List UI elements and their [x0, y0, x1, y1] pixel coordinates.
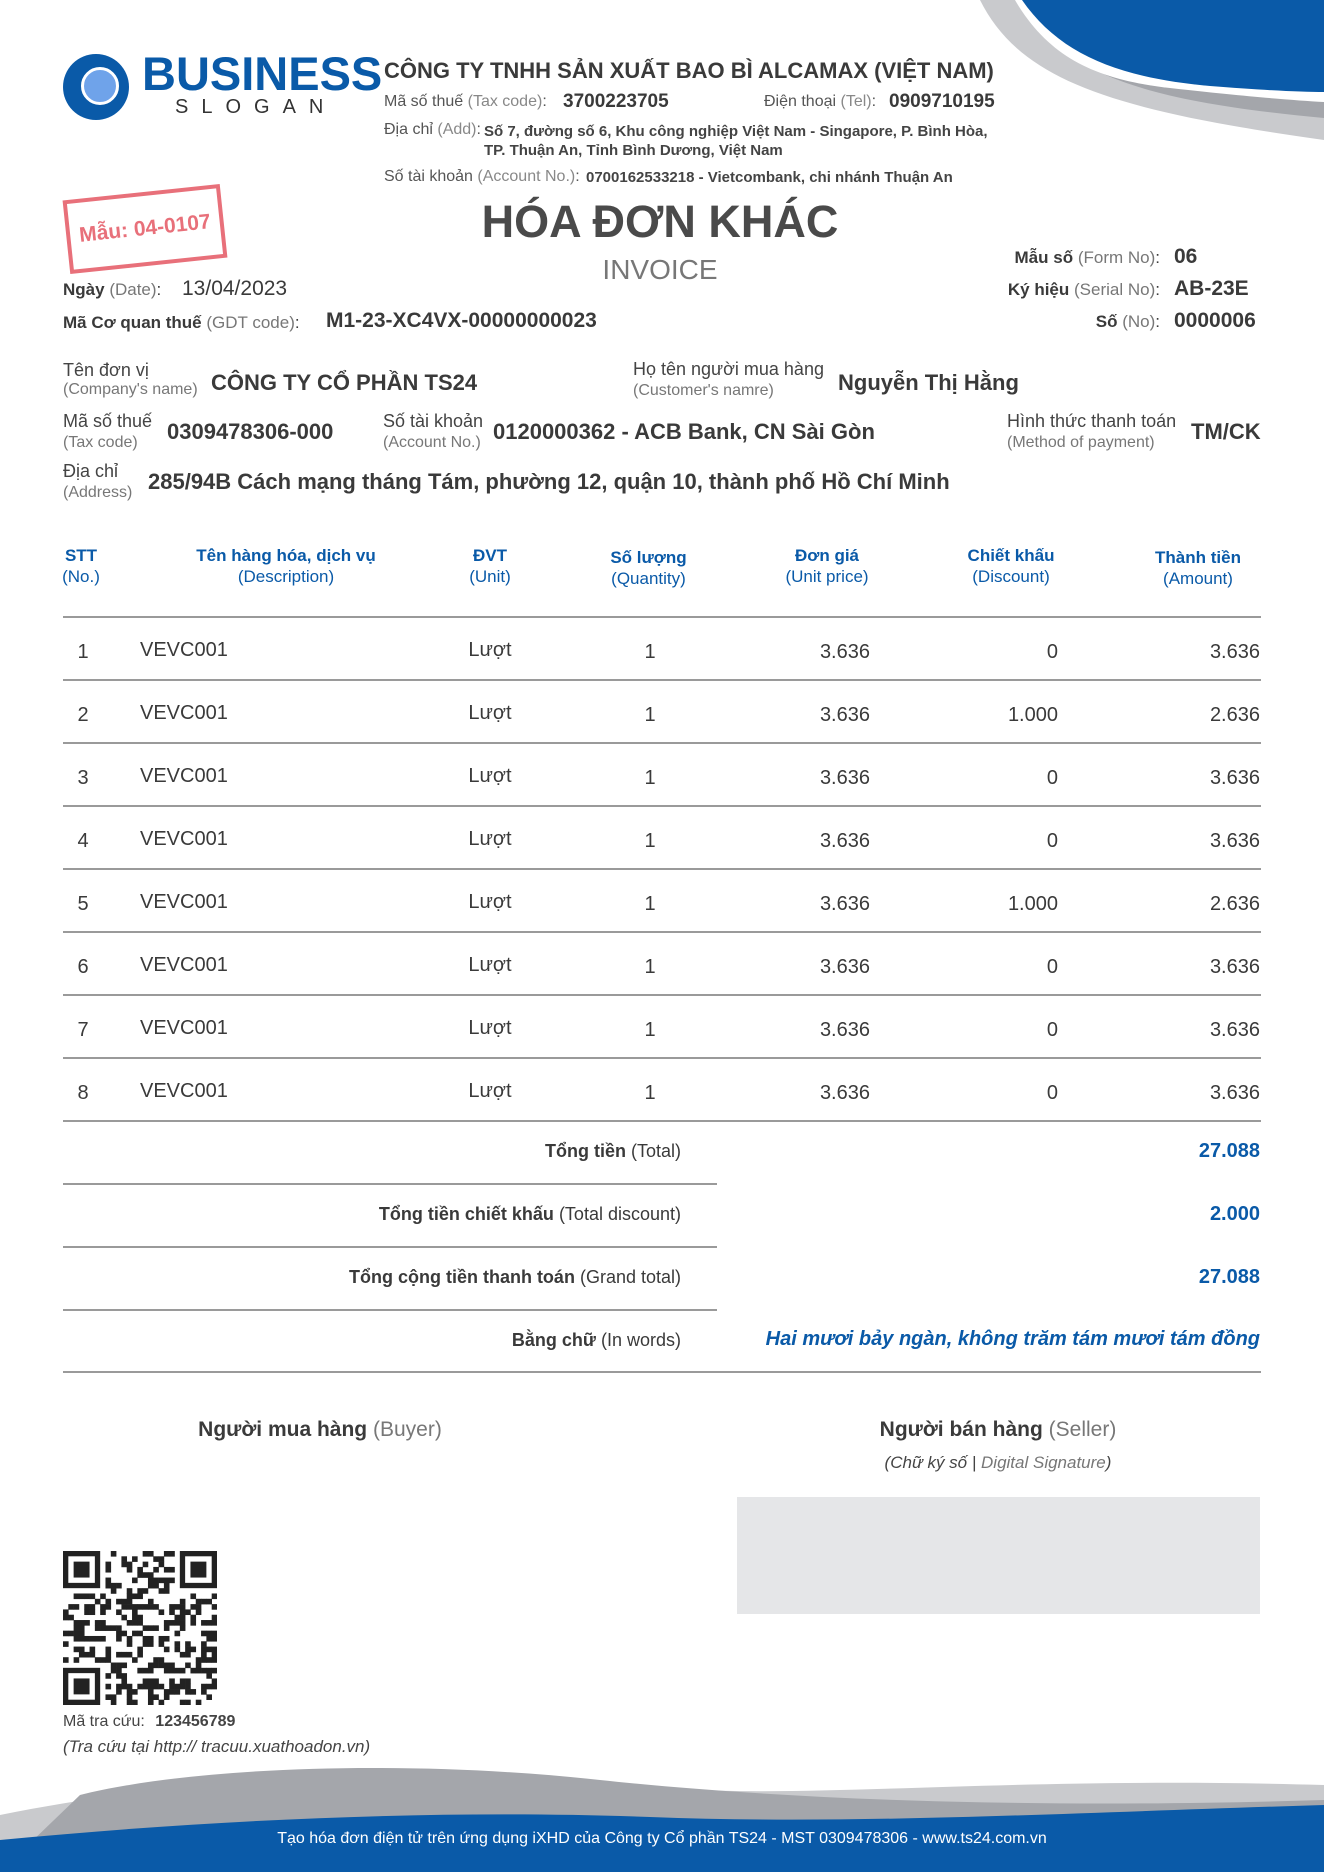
row-divider — [63, 931, 1261, 933]
buyer-company: CÔNG TY CỔ PHẦN TS24 — [211, 370, 478, 395]
digital-signature-note: (Chữ ký số | Digital Signature) — [884, 1453, 1112, 1472]
table-cell-unit: Lượt — [468, 765, 512, 787]
table-cell-no: 1 — [77, 641, 89, 663]
row-divider — [63, 868, 1261, 870]
table-cell-no: 8 — [77, 1082, 89, 1104]
buyer-signature-label: Người mua hàng (Buyer) — [198, 1418, 442, 1441]
table-cell-amount: 3.636 — [1209, 830, 1260, 852]
logo-slogan: SLOGAN — [175, 96, 337, 118]
table-cell-price: 3.636 — [819, 893, 870, 915]
serial-no: AB-23E — [1174, 277, 1249, 300]
table-cell-desc: VEVC001 — [140, 765, 228, 787]
table-cell-qty: 1 — [644, 1019, 656, 1041]
table-cell-disc: 0 — [1046, 1019, 1058, 1041]
table-cell-price: 3.636 — [819, 704, 870, 726]
table-cell-no: 4 — [77, 830, 89, 852]
total-value: 27.088 — [1198, 1140, 1260, 1162]
invoice-no-label: Số (No): — [1095, 312, 1160, 331]
column-header: Đơn giá (Unit price) — [785, 546, 869, 586]
table-cell-disc: 1.000 — [1007, 704, 1058, 726]
seller-acct-label: Số tài khoản (Account No.): — [384, 168, 580, 185]
table-cell-qty: 1 — [644, 893, 656, 915]
table-cell-unit: Lượt — [468, 1080, 512, 1102]
divider — [63, 1371, 1261, 1373]
column-header: ĐVT (Unit) — [469, 546, 511, 586]
payment-method: TM/CK — [1191, 419, 1261, 444]
table-cell-disc: 0 — [1046, 956, 1058, 978]
table-cell-desc: VEVC001 — [140, 639, 228, 661]
customer-label: Họ tên người mua hàng (Customer's namre) — [633, 359, 824, 399]
row-divider — [63, 1057, 1261, 1059]
seller-account: 0700162533218 - Vietcombank, chi nhánh Thuận An — [586, 169, 953, 186]
qr-code-icon — [63, 1551, 217, 1705]
table-cell-desc: VEVC001 — [140, 1080, 228, 1102]
table-cell-amount: 2.636 — [1209, 704, 1260, 726]
grand-total-value: 27.088 — [1198, 1266, 1260, 1288]
buyer-address: 285/94B Cách mạng tháng Tám, phường 12, quận 10, thành phố Hồ Chí Minh — [148, 469, 950, 494]
grand-total-label: Tổng cộng tiền thanh toán (Grand total) — [348, 1267, 681, 1287]
row-divider — [63, 679, 1261, 681]
seller-addr-label: Địa chỉ (Add): — [384, 121, 481, 138]
in-words-value: Hai mươi bảy ngàn, không trăm tám mươi tám đồng — [765, 1328, 1260, 1350]
buyer-addr-label: Địa chỉ (Address) — [63, 461, 133, 501]
table-cell-no: 7 — [77, 1019, 89, 1041]
divider — [63, 1309, 717, 1311]
table-cell-qty: 1 — [644, 704, 656, 726]
seller-company: CÔNG TY TNHH SẢN XUẤT BAO BÌ ALCAMAX (VIỆT NAM) — [384, 58, 994, 83]
column-header: Số lượng (Quantity) — [610, 548, 687, 588]
discount-label: Tổng tiền chiết khấu (Total discount) — [378, 1204, 681, 1224]
table-cell-amount: 3.636 — [1209, 641, 1260, 663]
invoice-date: 13/04/2023 — [182, 277, 288, 300]
table-cell-disc: 0 — [1046, 641, 1058, 663]
table-cell-price: 3.636 — [819, 641, 870, 663]
seller-tel: 0909710195 — [889, 91, 995, 112]
in-words-label: Bằng chữ (In words) — [511, 1330, 681, 1350]
invoice-subtitle: INVOICE — [602, 254, 718, 285]
table-cell-disc: 0 — [1046, 1082, 1058, 1104]
buyer-tax-code: 0309478306-000 — [167, 419, 334, 444]
table-cell-amount: 3.636 — [1209, 1019, 1260, 1041]
table-cell-price: 3.636 — [819, 956, 870, 978]
table-cell-unit: Lượt — [468, 891, 512, 913]
buyer-company-label: Tên đơn vị (Company's name) — [63, 360, 198, 398]
form-stamp: Mẫu: 04-0107 — [63, 184, 228, 274]
customer-name: Nguyễn Thị Hằng — [838, 370, 1019, 395]
gdt-label: Mã Cơ quan thuế (GDT code): — [63, 313, 300, 332]
footer-wave — [0, 1755, 1324, 1872]
discount-value: 2.000 — [1209, 1203, 1260, 1225]
table-cell-disc: 0 — [1046, 767, 1058, 789]
lookup-code-row: Mã tra cứu: 123456789 — [63, 1713, 236, 1730]
table-cell-desc: VEVC001 — [140, 1017, 228, 1039]
table-cell-price: 3.636 — [819, 830, 870, 852]
column-header: STT (No.) — [62, 546, 100, 586]
logo-circle — [63, 54, 129, 120]
seller-tel-label: Điện thoại (Tel): — [764, 93, 877, 110]
form-no-label: Mẫu số (Form No): — [1014, 248, 1160, 267]
table-cell-amount: 3.636 — [1209, 1082, 1260, 1104]
row-divider — [63, 742, 1261, 744]
column-header: Thành tiền (Amount) — [1155, 548, 1241, 588]
invoice-no: 0000006 — [1174, 309, 1256, 332]
table-cell-desc: VEVC001 — [140, 891, 228, 913]
divider — [63, 1183, 717, 1185]
seller-tax-row: Mã số thuế (Tax code): — [384, 93, 547, 110]
buyer-acct-label: Số tài khoản (Account No.) — [383, 411, 484, 451]
invoice-title: HÓA ĐƠN KHÁC — [481, 196, 839, 247]
seller-tax-code: 3700223705 — [563, 91, 669, 112]
table-cell-unit: Lượt — [468, 702, 512, 724]
column-header: Chiết khấu (Discount) — [967, 546, 1055, 586]
buyer-tax-label: Mã số thuế (Tax code) — [63, 411, 153, 451]
row-divider — [63, 805, 1261, 807]
table-cell-amount: 3.636 — [1209, 956, 1260, 978]
table-cell-disc: 0 — [1046, 830, 1058, 852]
table-cell-qty: 1 — [644, 1082, 656, 1104]
seller-signature-label: Người bán hàng (Seller) — [879, 1418, 1117, 1441]
gdt-code: M1-23-XC4VX-00000000023 — [326, 309, 597, 332]
table-cell-no: 5 — [77, 893, 89, 915]
table-cell-no: 2 — [77, 704, 89, 726]
table-cell-unit: Lượt — [468, 828, 512, 850]
signature-box — [737, 1497, 1260, 1614]
serial-label: Ký hiệu (Serial No): — [1007, 280, 1160, 299]
table-cell-qty: 1 — [644, 830, 656, 852]
table-cell-price: 3.636 — [819, 767, 870, 789]
payment-label: Hình thức thanh toán (Method of payment) — [1007, 411, 1177, 451]
form-no: 06 — [1174, 245, 1198, 268]
footer-text: Tạo hóa đơn điện tử trên ứng dụng iXHD của Công ty Cổ phần TS24 - MST 0309478306 - www.ts24.com.vn — [277, 1830, 1047, 1847]
logo-name: BUSINESS — [142, 47, 383, 100]
table-cell-unit: Lượt — [468, 1017, 512, 1039]
table-cell-amount: 2.636 — [1209, 893, 1260, 915]
row-divider — [63, 1120, 1261, 1122]
table-cell-desc: VEVC001 — [140, 702, 228, 724]
lookup-note: (Tra cứu tại http:// tracuu.xuathoadon.vn) — [63, 1737, 371, 1756]
table-cell-no: 3 — [77, 767, 89, 789]
table-cell-qty: 1 — [644, 956, 656, 978]
table-cell-price: 3.636 — [819, 1019, 870, 1041]
table-cell-desc: VEVC001 — [140, 954, 228, 976]
table-cell-unit: Lượt — [468, 639, 512, 661]
table-cell-unit: Lượt — [468, 954, 512, 976]
table-cell-qty: 1 — [644, 767, 656, 789]
corner-decoration — [960, 0, 1324, 170]
table-cell-qty: 1 — [644, 641, 656, 663]
table-cell-no: 6 — [77, 956, 89, 978]
total-label: Tổng tiền (Total) — [544, 1141, 681, 1161]
table-cell-amount: 3.636 — [1209, 767, 1260, 789]
column-header: Tên hàng hóa, dịch vụ (Description) — [196, 546, 376, 586]
divider — [63, 1246, 717, 1248]
seller-address: Số 7, đường số 6, Khu công nghiệp Việt Nam - Singapore, P. Bình Hòa, TP. Thuận An, Tỉnh Bình Dương, Việt Nam — [484, 123, 988, 159]
table-cell-price: 3.636 — [819, 1082, 870, 1104]
table-cell-disc: 1.000 — [1007, 893, 1058, 915]
row-divider — [63, 994, 1261, 996]
table-cell-desc: VEVC001 — [140, 828, 228, 850]
date-label: Ngày (Date): — [63, 280, 162, 299]
buyer-account: 0120000362 - ACB Bank, CN Sài Gòn — [493, 419, 875, 444]
divider — [63, 616, 1261, 618]
